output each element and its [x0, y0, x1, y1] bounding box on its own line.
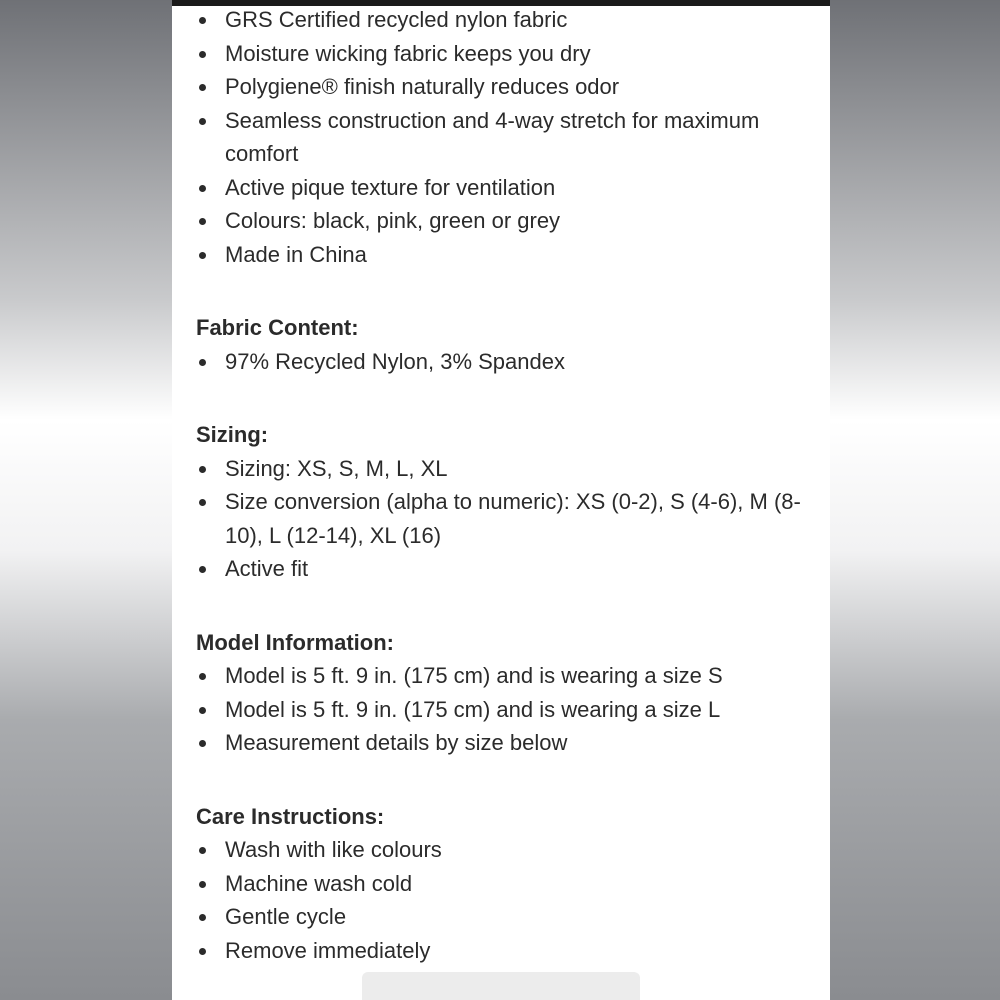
list-item: Active pique texture for ventilation: [196, 171, 816, 205]
care-list: [196, 833, 816, 967]
left-background: [0, 0, 172, 1000]
list-item: 97% Recycled Nylon, 3% Spandex: [196, 345, 816, 379]
list-item: Remove immediately: [196, 934, 816, 968]
care-section: [196, 800, 816, 968]
list-item: Gentle cycle: [196, 900, 816, 934]
features-list: [196, 6, 816, 271]
sizing-section: [196, 418, 816, 586]
sizing-list: [196, 452, 816, 586]
model-heading: Model Information:: [196, 629, 394, 655]
list-item: Machine wash cold: [196, 867, 816, 901]
care-heading: Care Instructions:: [196, 803, 385, 829]
fabric-list: [196, 345, 816, 379]
model-list: [196, 659, 816, 760]
fabric-section: [196, 311, 816, 378]
bottom-panel-tab[interactable]: [362, 972, 640, 1000]
list-item: Size conversion (alpha to numeric): XS (0-2), S (4-6), M (8-10), L (12-14), XL (16): [196, 485, 816, 552]
list-item: Made in China: [196, 238, 816, 272]
list-item: Measurement details by size below: [196, 726, 816, 760]
right-background: [830, 0, 1000, 1000]
list-item: Polygiene® finish naturally reduces odor: [196, 70, 816, 104]
features-section: [196, 6, 816, 271]
list-item: Active fit: [196, 552, 816, 586]
list-item: Model is 5 ft. 9 in. (175 cm) and is wearing a size L: [196, 693, 816, 727]
list-item: Seamless construction and 4-way stretch for maximum comfort: [196, 104, 816, 171]
model-section: [196, 626, 816, 760]
list-item: GRS Certified recycled nylon fabric: [196, 6, 816, 37]
list-item: Moisture wicking fabric keeps you dry: [196, 37, 816, 71]
product-description-page: [172, 6, 830, 1000]
fabric-heading: Fabric Content:: [196, 315, 359, 340]
list-item: Model is 5 ft. 9 in. (175 cm) and is wearing a size S: [196, 659, 816, 693]
list-item: Wash with like colours: [196, 833, 816, 867]
list-item: Sizing: XS, S, M, L, XL: [196, 452, 816, 486]
product-description: [196, 6, 816, 1000]
sizing-heading: Sizing:: [196, 422, 269, 447]
list-item: Colours: black, pink, green or grey: [196, 204, 816, 238]
